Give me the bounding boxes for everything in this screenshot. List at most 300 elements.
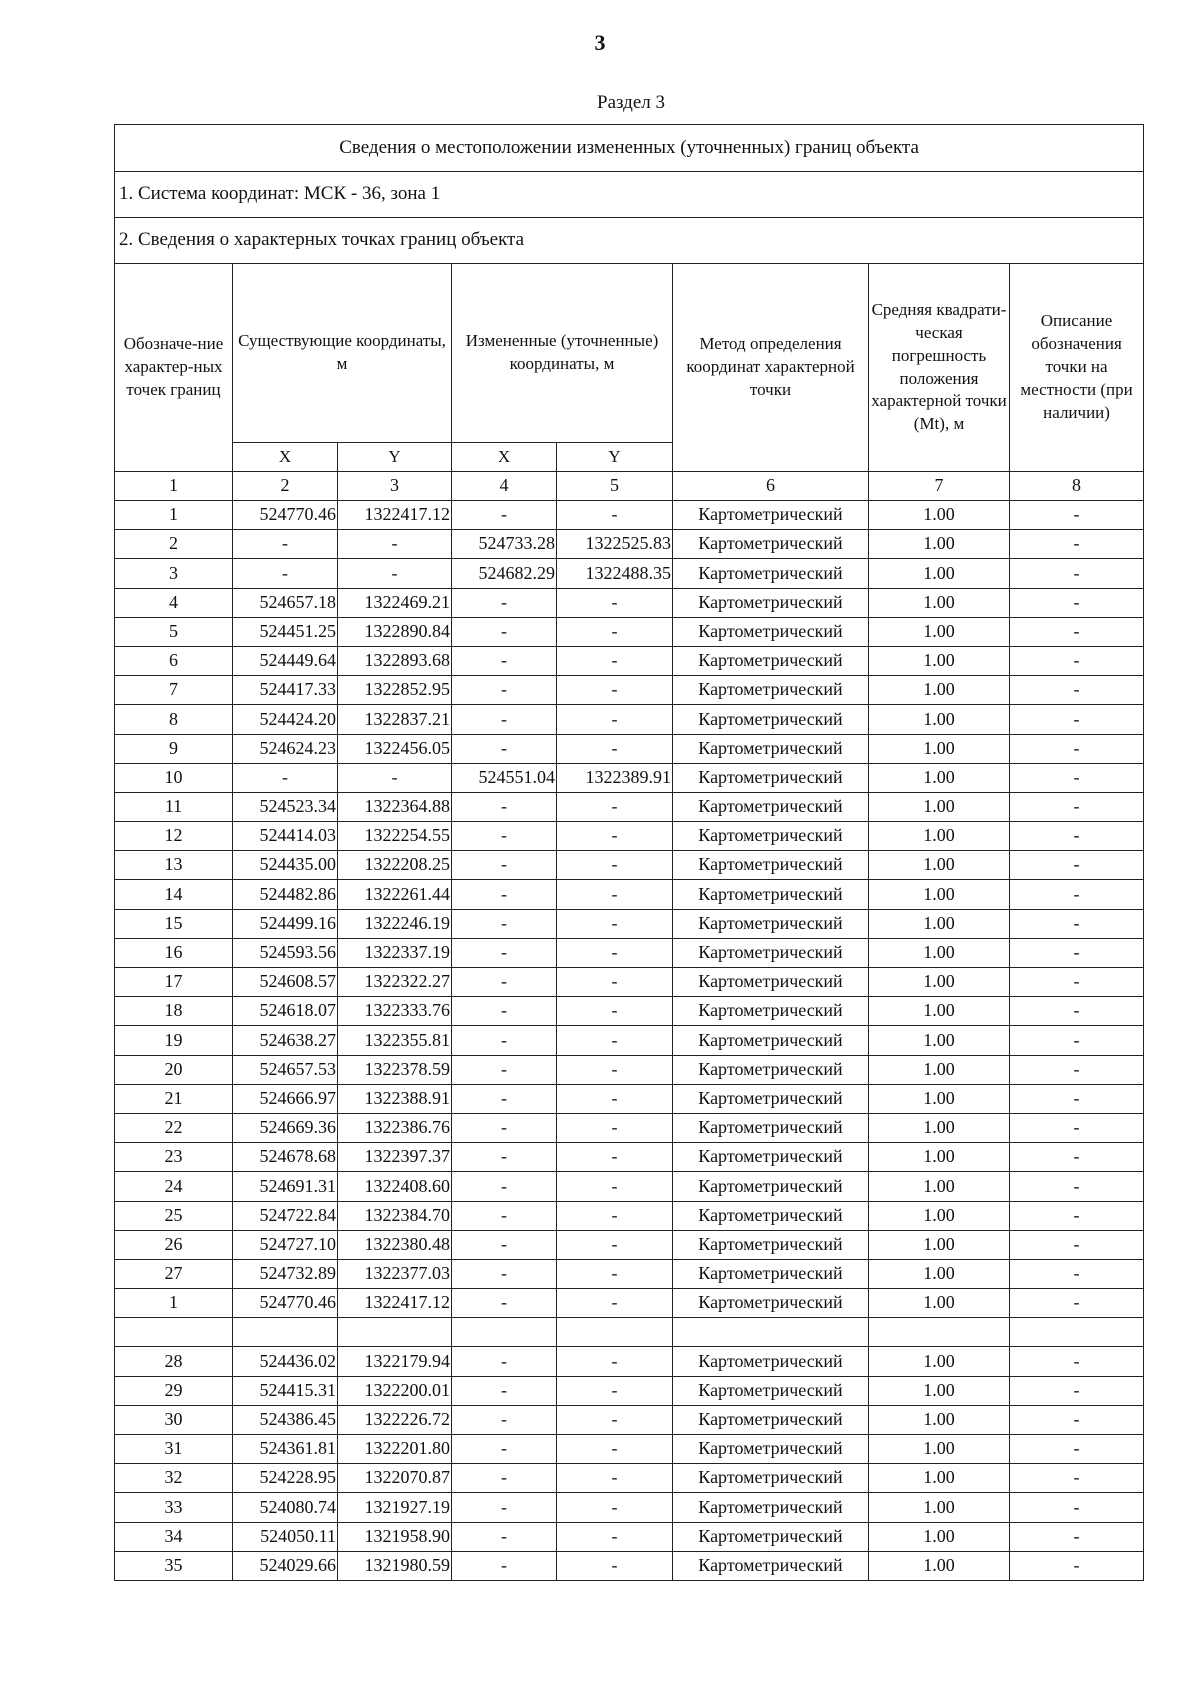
- cell-method: Картометрический: [673, 1201, 869, 1230]
- cell-existing-y: 1322261.44: [338, 880, 452, 909]
- cell-accuracy: 1.00: [869, 1405, 1010, 1434]
- cell-method: Картометрический: [673, 851, 869, 880]
- cell-accuracy: 1.00: [869, 1347, 1010, 1376]
- cell-description: -: [1010, 1143, 1144, 1172]
- cell-accuracy: 1.00: [869, 1201, 1010, 1230]
- table-row: [115, 588, 1144, 617]
- table-row: [115, 851, 1144, 880]
- column-number: 2: [233, 472, 338, 501]
- cell-accuracy: 1.00: [869, 1551, 1010, 1580]
- table-row: [115, 1113, 1144, 1142]
- cell-description: -: [1010, 1230, 1144, 1259]
- boundary-points-table: [114, 124, 1144, 1581]
- cell-point-id: 21: [115, 1084, 233, 1113]
- cell-changed-y: -: [557, 1551, 673, 1580]
- cell-existing-x: 524624.23: [233, 734, 338, 763]
- column-number-row: [115, 472, 1144, 501]
- cell-changed-y: -: [557, 822, 673, 851]
- cell-changed-x: -: [452, 1084, 557, 1113]
- cell-description: -: [1010, 1084, 1144, 1113]
- table-row: [115, 763, 1144, 792]
- cell-accuracy: 1.00: [869, 1435, 1010, 1464]
- cell-description: -: [1010, 1259, 1144, 1288]
- table-row: [115, 1084, 1144, 1113]
- cell-changed-x: -: [452, 968, 557, 997]
- cell-point-id: 10: [115, 763, 233, 792]
- cell-description: -: [1010, 822, 1144, 851]
- cell-changed-y: [557, 1318, 673, 1347]
- cell-existing-y: -: [338, 530, 452, 559]
- table-row: [115, 1143, 1144, 1172]
- cell-accuracy: 1.00: [869, 646, 1010, 675]
- cell-changed-x: [452, 1318, 557, 1347]
- cell-method: Картометрический: [673, 734, 869, 763]
- cell-changed-x: -: [452, 705, 557, 734]
- cell-description: [1010, 1318, 1144, 1347]
- cell-changed-x: -: [452, 588, 557, 617]
- cell-changed-y: -: [557, 1493, 673, 1522]
- cell-point-id: 14: [115, 880, 233, 909]
- cell-method: Картометрический: [673, 997, 869, 1026]
- cell-changed-x: -: [452, 1172, 557, 1201]
- cell-accuracy: 1.00: [869, 822, 1010, 851]
- cell-existing-y: 1322364.88: [338, 792, 452, 821]
- table-row: [115, 938, 1144, 967]
- cell-method: Картометрический: [673, 909, 869, 938]
- cell-accuracy: 1.00: [869, 1259, 1010, 1288]
- table-row: [115, 1464, 1144, 1493]
- table-row: [115, 559, 1144, 588]
- cell-accuracy: 1.00: [869, 1113, 1010, 1142]
- cell-accuracy: 1.00: [869, 851, 1010, 880]
- cell-description: -: [1010, 617, 1144, 646]
- cell-existing-x: 524657.18: [233, 588, 338, 617]
- cell-changed-y: -: [557, 880, 673, 909]
- cell-method: Картометрический: [673, 938, 869, 967]
- cell-existing-y: 1322337.19: [338, 938, 452, 967]
- cell-changed-y: -: [557, 1201, 673, 1230]
- cell-changed-x: -: [452, 851, 557, 880]
- cell-changed-y: -: [557, 1230, 673, 1259]
- table-row: [115, 1259, 1144, 1288]
- cell-changed-y: -: [557, 909, 673, 938]
- table-row: [115, 1405, 1144, 1434]
- cell-existing-y: 1322890.84: [338, 617, 452, 646]
- cell-method: Картометрический: [673, 1493, 869, 1522]
- cell-description: -: [1010, 1405, 1144, 1434]
- table-title: Сведения о местоположении измененных (уточненных) границ объекта: [115, 125, 1144, 172]
- cell-accuracy: 1.00: [869, 1493, 1010, 1522]
- cell-changed-x: -: [452, 1522, 557, 1551]
- cell-changed-y: -: [557, 1405, 673, 1434]
- cell-changed-y: -: [557, 705, 673, 734]
- cell-description: -: [1010, 968, 1144, 997]
- cell-existing-y: -: [338, 763, 452, 792]
- cell-existing-x: -: [233, 559, 338, 588]
- cell-method: Картометрический: [673, 1464, 869, 1493]
- cell-existing-x: 524414.03: [233, 822, 338, 851]
- table-row: [115, 530, 1144, 559]
- cell-accuracy: 1.00: [869, 1522, 1010, 1551]
- cell-changed-y: -: [557, 1376, 673, 1405]
- cell-point-id: 11: [115, 792, 233, 821]
- cell-description: -: [1010, 792, 1144, 821]
- cell-existing-x: 524050.11: [233, 1522, 338, 1551]
- cell-method: Картометрический: [673, 1113, 869, 1142]
- cell-changed-x: -: [452, 676, 557, 705]
- cell-changed-x: -: [452, 1143, 557, 1172]
- cell-method: Картометрический: [673, 646, 869, 675]
- cell-description: -: [1010, 1113, 1144, 1142]
- cell-accuracy: 1.00: [869, 1376, 1010, 1405]
- cell-method: Картометрический: [673, 880, 869, 909]
- cell-changed-x: -: [452, 997, 557, 1026]
- table-row: [115, 734, 1144, 763]
- cell-point-id: 9: [115, 734, 233, 763]
- cell-existing-y: 1322837.21: [338, 705, 452, 734]
- cell-changed-y: -: [557, 851, 673, 880]
- cell-description: -: [1010, 676, 1144, 705]
- cell-changed-x: -: [452, 1230, 557, 1259]
- cell-method: Картометрический: [673, 1084, 869, 1113]
- cell-changed-y: -: [557, 1172, 673, 1201]
- cell-changed-x: 524682.29: [452, 559, 557, 588]
- cell-existing-y: 1322322.27: [338, 968, 452, 997]
- cell-accuracy: 1.00: [869, 617, 1010, 646]
- cell-changed-x: -: [452, 501, 557, 530]
- cell-existing-y: 1322893.68: [338, 646, 452, 675]
- cell-point-id: 12: [115, 822, 233, 851]
- cell-method: Картометрический: [673, 1289, 869, 1318]
- table-row: [115, 1551, 1144, 1580]
- cell-existing-y: 1322417.12: [338, 1289, 452, 1318]
- cell-changed-y: 1322389.91: [557, 763, 673, 792]
- cell-existing-x: 524678.68: [233, 1143, 338, 1172]
- cell-changed-y: -: [557, 1143, 673, 1172]
- cell-method: Картометрический: [673, 501, 869, 530]
- cell-method: Картометрический: [673, 676, 869, 705]
- cell-description: -: [1010, 1464, 1144, 1493]
- cell-description: -: [1010, 1551, 1144, 1580]
- cell-changed-y: 1322488.35: [557, 559, 673, 588]
- column-number: 8: [1010, 472, 1144, 501]
- cell-existing-x: 524523.34: [233, 792, 338, 821]
- cell-point-id: 16: [115, 938, 233, 967]
- cell-changed-x: -: [452, 938, 557, 967]
- cell-existing-x: 524770.46: [233, 501, 338, 530]
- table-row: [115, 1522, 1144, 1551]
- cell-changed-y: -: [557, 1026, 673, 1055]
- cell-changed-x: -: [452, 617, 557, 646]
- cell-existing-y: 1321980.59: [338, 1551, 452, 1580]
- cell-existing-x: 524608.57: [233, 968, 338, 997]
- cell-point-id: 20: [115, 1055, 233, 1084]
- cell-changed-y: -: [557, 1522, 673, 1551]
- cell-changed-x: -: [452, 1113, 557, 1142]
- cell-changed-x: -: [452, 646, 557, 675]
- column-number: 4: [452, 472, 557, 501]
- cell-existing-x: 524080.74: [233, 1493, 338, 1522]
- cell-description: -: [1010, 938, 1144, 967]
- column-number: 7: [869, 472, 1010, 501]
- header-accuracy: Средняя квадрати-ческая погрешность положения характерной точки (Mt), м: [869, 264, 1010, 472]
- cell-existing-x: 524386.45: [233, 1405, 338, 1434]
- cell-point-id: 2: [115, 530, 233, 559]
- cell-existing-x: 524361.81: [233, 1435, 338, 1464]
- cell-changed-x: -: [452, 1493, 557, 1522]
- cell-description: -: [1010, 1347, 1144, 1376]
- cell-existing-x: 524424.20: [233, 705, 338, 734]
- cell-changed-x: -: [452, 909, 557, 938]
- cell-changed-x: -: [452, 1201, 557, 1230]
- cell-changed-y: -: [557, 1464, 673, 1493]
- cell-existing-x: 524499.16: [233, 909, 338, 938]
- cell-point-id: 5: [115, 617, 233, 646]
- cell-method: Картометрический: [673, 1143, 869, 1172]
- cell-point-id: 30: [115, 1405, 233, 1434]
- cell-changed-x: -: [452, 1435, 557, 1464]
- cell-changed-x: -: [452, 1405, 557, 1434]
- cell-description: -: [1010, 851, 1144, 880]
- cell-method: Картометрический: [673, 530, 869, 559]
- table-row: [115, 646, 1144, 675]
- cell-existing-y: 1322397.37: [338, 1143, 452, 1172]
- cell-method: Картометрический: [673, 1347, 869, 1376]
- cell-existing-y: 1321958.90: [338, 1522, 452, 1551]
- cell-description: -: [1010, 1055, 1144, 1084]
- cell-existing-x: 524722.84: [233, 1201, 338, 1230]
- cell-description: -: [1010, 997, 1144, 1026]
- header-designation: Обозначе-ние характер-ных точек границ: [115, 264, 233, 472]
- cell-existing-y: 1322852.95: [338, 676, 452, 705]
- cell-method: Картометрический: [673, 1522, 869, 1551]
- cell-changed-y: -: [557, 501, 673, 530]
- table-row: [115, 676, 1144, 705]
- cell-existing-y: 1322377.03: [338, 1259, 452, 1288]
- cell-point-id: 6: [115, 646, 233, 675]
- cell-changed-y: -: [557, 1084, 673, 1113]
- cell-existing-x: 524691.31: [233, 1172, 338, 1201]
- cell-description: -: [1010, 763, 1144, 792]
- cell-existing-y: 1322384.70: [338, 1201, 452, 1230]
- cell-changed-x: -: [452, 1259, 557, 1288]
- cell-existing-x: 524618.07: [233, 997, 338, 1026]
- header-changed-y: Y: [557, 443, 673, 472]
- header-description: Описание обозначения точки на местности (при наличии): [1010, 264, 1144, 472]
- cell-accuracy: 1.00: [869, 1464, 1010, 1493]
- cell-changed-y: -: [557, 646, 673, 675]
- cell-accuracy: 1.00: [869, 676, 1010, 705]
- cell-method: Картометрический: [673, 588, 869, 617]
- cell-existing-x: 524228.95: [233, 1464, 338, 1493]
- cell-existing-x: -: [233, 763, 338, 792]
- cell-point-id: 17: [115, 968, 233, 997]
- cell-accuracy: 1.00: [869, 1055, 1010, 1084]
- cell-accuracy: 1.00: [869, 705, 1010, 734]
- cell-existing-x: 524669.36: [233, 1113, 338, 1142]
- cell-changed-x: -: [452, 880, 557, 909]
- cell-existing-x: -: [233, 530, 338, 559]
- cell-existing-y: 1322386.76: [338, 1113, 452, 1142]
- table-row: [115, 822, 1144, 851]
- cell-accuracy: 1.00: [869, 997, 1010, 1026]
- cell-changed-y: -: [557, 1113, 673, 1142]
- cell-description: -: [1010, 588, 1144, 617]
- cell-point-id: 15: [115, 909, 233, 938]
- cell-accuracy: 1.00: [869, 763, 1010, 792]
- cell-changed-y: -: [557, 1289, 673, 1318]
- cell-point-id: 19: [115, 1026, 233, 1055]
- cell-changed-y: 1322525.83: [557, 530, 673, 559]
- table-row: [115, 1435, 1144, 1464]
- cell-description: -: [1010, 1435, 1144, 1464]
- cell-point-id: 24: [115, 1172, 233, 1201]
- cell-accuracy: 1.00: [869, 588, 1010, 617]
- cell-changed-y: -: [557, 734, 673, 763]
- cell-point-id: 1: [115, 1289, 233, 1318]
- cell-method: Картометрический: [673, 617, 869, 646]
- cell-method: Картометрический: [673, 1230, 869, 1259]
- cell-method: Картометрический: [673, 1259, 869, 1288]
- cell-accuracy: 1.00: [869, 559, 1010, 588]
- cell-changed-y: -: [557, 997, 673, 1026]
- cell-existing-y: 1322070.87: [338, 1464, 452, 1493]
- table-row: [115, 909, 1144, 938]
- cell-existing-y: 1322388.91: [338, 1084, 452, 1113]
- header-changed-x: X: [452, 443, 557, 472]
- cell-changed-x: 524733.28: [452, 530, 557, 559]
- cell-point-id: 3: [115, 559, 233, 588]
- table-row: [115, 1347, 1144, 1376]
- section-label: Раздел 3: [597, 92, 665, 113]
- cell-method: Картометрический: [673, 968, 869, 997]
- header-method: Метод определения координат характерной точки: [673, 264, 869, 472]
- cell-point-id: 23: [115, 1143, 233, 1172]
- cell-existing-y: 1322200.01: [338, 1376, 452, 1405]
- cell-existing-y: 1322226.72: [338, 1405, 452, 1434]
- table-row: [115, 1493, 1144, 1522]
- cell-point-id: 4: [115, 588, 233, 617]
- table-row: [115, 1055, 1144, 1084]
- cell-point-id: 7: [115, 676, 233, 705]
- cell-method: Картометрический: [673, 1376, 869, 1405]
- cell-existing-x: 524417.33: [233, 676, 338, 705]
- cell-point-id: 27: [115, 1259, 233, 1288]
- cell-changed-y: -: [557, 676, 673, 705]
- cell-method: Картометрический: [673, 792, 869, 821]
- cell-method: Картометрический: [673, 705, 869, 734]
- cell-point-id: 32: [115, 1464, 233, 1493]
- cell-point-id: 8: [115, 705, 233, 734]
- cell-changed-x: -: [452, 734, 557, 763]
- cell-method: Картометрический: [673, 763, 869, 792]
- cell-existing-x: 524029.66: [233, 1551, 338, 1580]
- header-existing-coords: Существующие координаты, м: [233, 264, 452, 443]
- cell-existing-y: 1322469.21: [338, 588, 452, 617]
- cell-method: Картометрический: [673, 822, 869, 851]
- coord-system-line: 1. Система координат: МСК - 36, зона 1: [115, 172, 1144, 218]
- cell-changed-x: -: [452, 822, 557, 851]
- cell-description: -: [1010, 1522, 1144, 1551]
- cell-existing-x: 524435.00: [233, 851, 338, 880]
- table-row: [115, 1201, 1144, 1230]
- cell-existing-y: 1322246.19: [338, 909, 452, 938]
- cell-changed-x: -: [452, 792, 557, 821]
- cell-existing-x: 524638.27: [233, 1026, 338, 1055]
- cell-method: Картометрический: [673, 1551, 869, 1580]
- cell-point-id: 13: [115, 851, 233, 880]
- cell-existing-y: 1322254.55: [338, 822, 452, 851]
- column-number: 1: [115, 472, 233, 501]
- cell-existing-y: 1322408.60: [338, 1172, 452, 1201]
- cell-changed-x: 524551.04: [452, 763, 557, 792]
- cell-method: Картометрический: [673, 1435, 869, 1464]
- cell-existing-y: 1322456.05: [338, 734, 452, 763]
- cell-changed-y: -: [557, 968, 673, 997]
- cell-existing-y: 1322417.12: [338, 501, 452, 530]
- cell-accuracy: 1.00: [869, 1143, 1010, 1172]
- table-row: [115, 997, 1144, 1026]
- cell-point-id: 22: [115, 1113, 233, 1142]
- column-number: 6: [673, 472, 869, 501]
- cell-accuracy: 1.00: [869, 909, 1010, 938]
- cell-method: Картометрический: [673, 1172, 869, 1201]
- cell-method: Картометрический: [673, 1405, 869, 1434]
- cell-existing-x: 524451.25: [233, 617, 338, 646]
- cell-changed-y: -: [557, 1435, 673, 1464]
- cell-accuracy: 1.00: [869, 880, 1010, 909]
- cell-existing-x: 524666.97: [233, 1084, 338, 1113]
- cell-existing-x: [233, 1318, 338, 1347]
- cell-point-id: 26: [115, 1230, 233, 1259]
- column-number: 5: [557, 472, 673, 501]
- cell-point-id: 34: [115, 1522, 233, 1551]
- cell-existing-x: 524415.31: [233, 1376, 338, 1405]
- cell-changed-x: -: [452, 1289, 557, 1318]
- cell-existing-x: 524732.89: [233, 1259, 338, 1288]
- header-existing-x: X: [233, 443, 338, 472]
- cell-description: -: [1010, 705, 1144, 734]
- cell-existing-y: 1321927.19: [338, 1493, 452, 1522]
- cell-point-id: 1: [115, 501, 233, 530]
- table-row: [115, 501, 1144, 530]
- table-row: [115, 1376, 1144, 1405]
- cell-changed-x: -: [452, 1347, 557, 1376]
- cell-existing-x: 524770.46: [233, 1289, 338, 1318]
- cell-accuracy: 1.00: [869, 968, 1010, 997]
- table-row: [115, 880, 1144, 909]
- cell-changed-y: -: [557, 1347, 673, 1376]
- table-row: [115, 1172, 1144, 1201]
- cell-existing-y: 1322380.48: [338, 1230, 452, 1259]
- cell-description: -: [1010, 530, 1144, 559]
- cell-existing-y: 1322355.81: [338, 1026, 452, 1055]
- cell-accuracy: 1.00: [869, 1084, 1010, 1113]
- cell-changed-y: -: [557, 792, 673, 821]
- cell-changed-y: -: [557, 1055, 673, 1084]
- cell-description: -: [1010, 909, 1144, 938]
- cell-existing-y: 1322201.80: [338, 1435, 452, 1464]
- cell-accuracy: 1.00: [869, 792, 1010, 821]
- cell-method: Картометрический: [673, 1055, 869, 1084]
- cell-description: -: [1010, 1026, 1144, 1055]
- header-changed-coords: Измененные (уточненные) координаты, м: [452, 264, 673, 443]
- cell-accuracy: 1.00: [869, 1230, 1010, 1259]
- cell-existing-y: [338, 1318, 452, 1347]
- cell-existing-y: 1322179.94: [338, 1347, 452, 1376]
- points-heading-line: 2. Сведения о характерных точках границ объекта: [115, 218, 1144, 264]
- cell-changed-y: -: [557, 1259, 673, 1288]
